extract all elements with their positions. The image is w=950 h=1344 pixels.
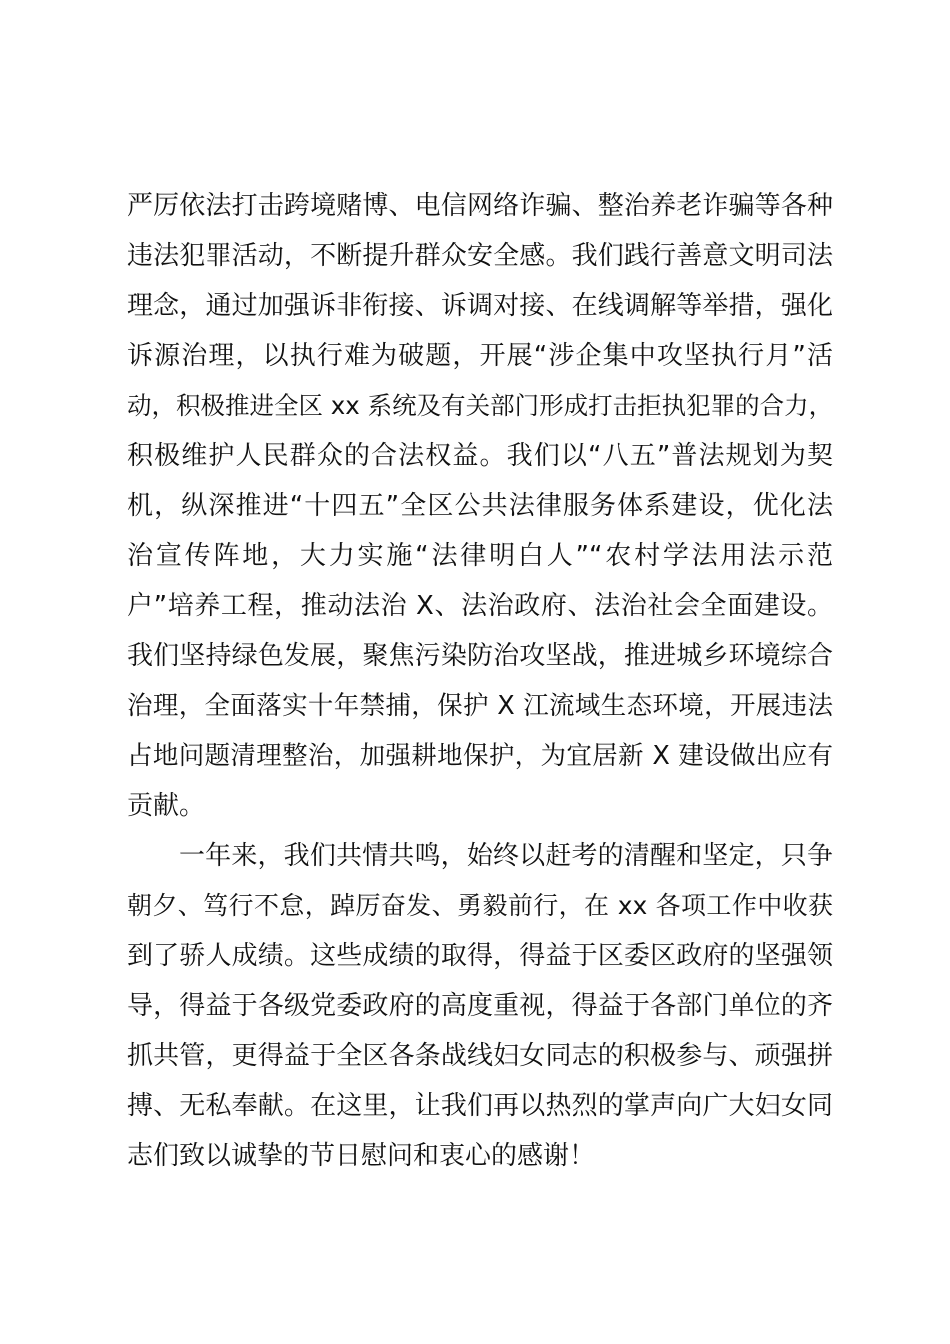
text-line: 一年来，我们共情共鸣，始终以赶考的清醒和坚定，只争 <box>179 841 833 871</box>
text-line: 导，得益于各级党委政府的高度重视，得益于各部门单位的齐 <box>127 991 833 1021</box>
text-line: 动，积极推进全区 xx 系统及有关部门形成打击拒执犯罪的合力， <box>127 391 834 420</box>
text-line: 积极维护人民群众的合法权益。我们以“八五”普法规划为契 <box>127 441 833 471</box>
text-line: 诉源治理，以执行难为破题，开展“涉企集中攻坚执行月”活 <box>127 341 833 371</box>
text-line: 占地问题清理整治，加强耕地保护，为宜居新 X 建设做出应有 <box>127 741 833 771</box>
text-line: 到了骄人成绩。这些成绩的取得，得益于区委区政府的坚强领 <box>127 941 833 971</box>
text-line: 志们致以诚挚的节日慰问和衷心的感谢！ <box>127 1141 596 1171</box>
text-line: 违法犯罪活动，不断提升群众安全感。我们践行善意文明司法 <box>127 241 833 271</box>
text-line: 搏、无私奉献。在这里，让我们再以热烈的掌声向广大妇女同 <box>127 1091 833 1121</box>
text-line: 严厉依法打击跨境赌博、电信网络诈骗、整治养老诈骗等各种 <box>127 191 833 221</box>
text-line: 朝夕、笃行不怠，踔厉奋发、勇毅前行，在 xx 各项工作中收获 <box>127 891 833 920</box>
paragraph-1 <box>127 181 833 831</box>
text-line: 我们坚持绿色发展，聚焦污染防治攻坚战，推进城乡环境综合 <box>127 641 833 671</box>
text-line: 治宣传阵地，大力实施“法律明白人”“农村学法用法示范 <box>127 541 833 571</box>
text-line: 贡献。 <box>127 791 206 821</box>
text-line: 户”培养工程，推动法治 X、法治政府、法治社会全面建设。 <box>127 591 833 621</box>
document-body <box>127 181 833 1181</box>
text-line: 机，纵深推进“十四五”全区公共法律服务体系建设，优化法 <box>127 491 833 521</box>
text-line: 治理，全面落实十年禁捕，保护 X 江流域生态环境，开展违法 <box>127 691 833 721</box>
text-line: 理念，通过加强诉非衔接、诉调对接、在线调解等举措，强化 <box>127 291 833 321</box>
text-line: 抓共管，更得益于全区各条战线妇女同志的积极参与、顽强拼 <box>127 1041 833 1071</box>
paragraph-2 <box>127 831 833 1181</box>
